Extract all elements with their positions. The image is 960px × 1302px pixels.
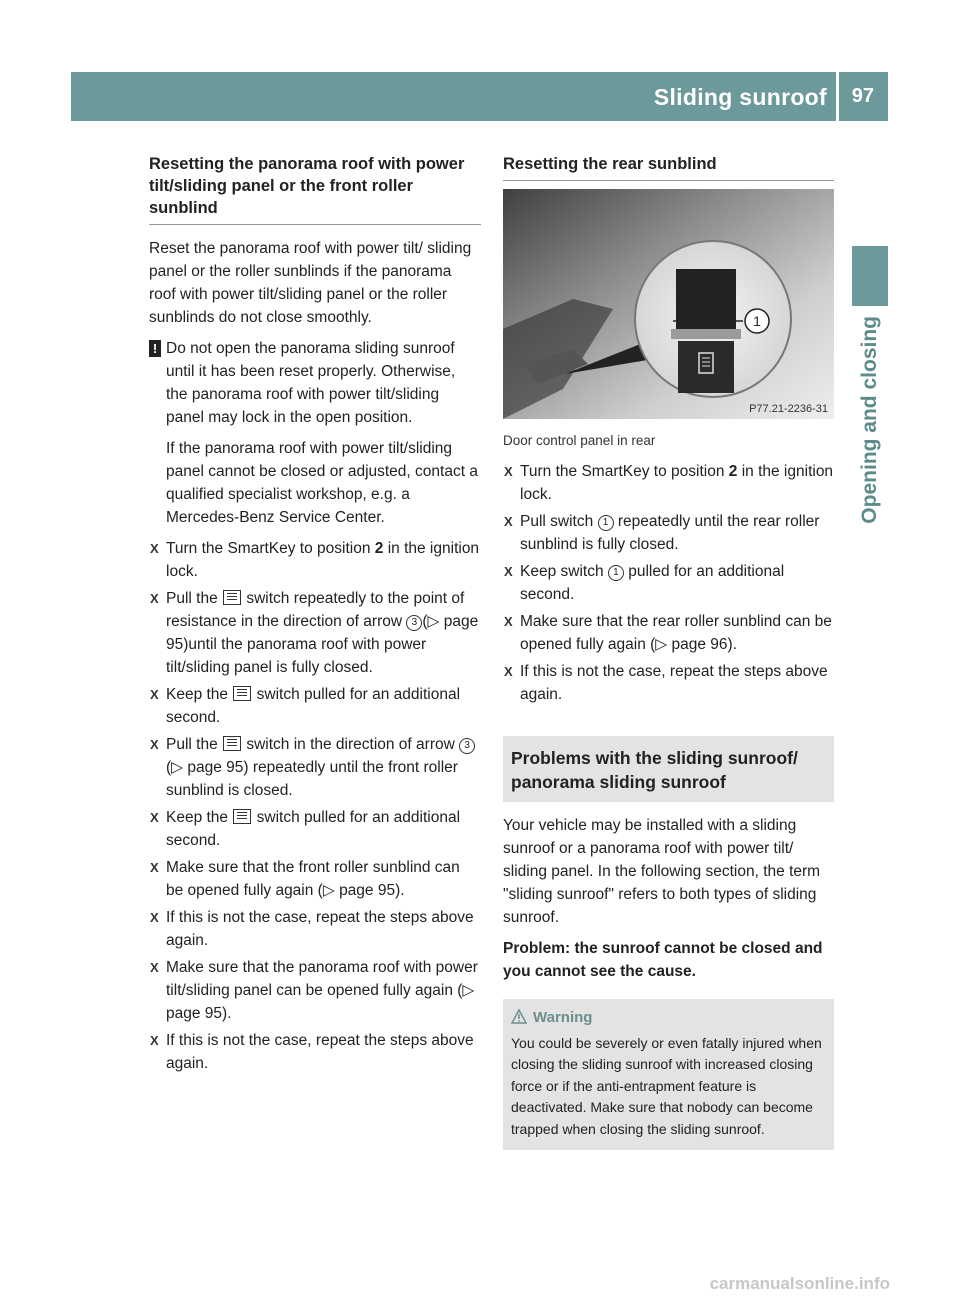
step-arrow-icon: X — [504, 664, 513, 679]
step-arrow-icon: X — [150, 541, 159, 556]
step-item: X Make sure that the rear roller sunblind can be opened fully again (▷ page 96). — [503, 610, 834, 656]
step-arrow-icon: X — [150, 687, 159, 702]
step-arrow-icon: X — [150, 910, 159, 925]
step-item: X Pull the switch in the direction of arrow 3(▷ page 95) repeatedly until the front roller sunblind is closed. — [149, 733, 481, 802]
step-item: X Pull the switch repeatedly to the point of resistance in the direction of arrow 3 (▷ page 95)until the panorama roof with power tilt/sliding panel is fully closed. — [149, 587, 481, 679]
photo-caption: Door control panel in rear — [503, 433, 656, 448]
callout-number-1: 1 — [608, 565, 624, 581]
roller-sunblind-switch-icon — [223, 590, 241, 605]
step-arrow-icon: X — [150, 860, 159, 875]
callout-number-3: 3 — [459, 738, 475, 754]
page-header — [71, 72, 888, 121]
step-arrow-icon: X — [150, 591, 159, 606]
step-item: X If this is not the case, repeat the steps above again. — [149, 906, 481, 952]
step-arrow-icon: X — [504, 614, 513, 629]
intro-paragraph: Reset the panorama roof with power tilt/ sliding panel or the roller sunblinds if the panorama roof with power tilt/sliding panel or the roller sunblinds do not close smoothly. — [149, 240, 472, 326]
door-control-panel-photo — [503, 189, 834, 419]
step-item: X Make sure that the panorama roof with power tilt/sliding panel can be opened fully again (▷ page 95). — [149, 956, 481, 1025]
step-item: X Turn the SmartKey to position 2 in the ignition lock. — [503, 460, 834, 506]
step-arrow-icon: X — [150, 960, 159, 975]
page-title: Sliding sunroof — [653, 84, 827, 110]
step-item: X Keep the switch pulled for an additional second. — [149, 683, 481, 729]
warning-text: You could be severely or even fatally injured when closing the sliding sunroof with increased closing force or if the anti-entrapment feature is deactivated. Make sure that nobody can become trapped when closing the sliding sunroof. — [511, 1034, 822, 1137]
warning-title: Warning — [511, 1007, 826, 1029]
notice-block — [149, 337, 481, 529]
side-chapter-label — [852, 316, 888, 636]
step-item: X If this is not the case, repeat the steps above again. — [149, 1029, 481, 1075]
step-arrow-icon: X — [150, 737, 159, 752]
page-number: 97 — [851, 85, 874, 107]
step-item: X Keep switch 1 pulled for an additional second. — [503, 560, 834, 606]
door-panel-illustration — [503, 189, 834, 419]
watermark: carmanualsonline.info — [709, 1274, 890, 1293]
right-column — [503, 153, 834, 1150]
callout-number-1: 1 — [598, 515, 614, 531]
step-item: X Pull switch 1 repeatedly until the rear roller sunblind is fully closed. — [503, 510, 834, 556]
header-divider — [836, 72, 839, 121]
step-arrow-icon: X — [150, 1033, 159, 1048]
section-heading-rear-sunblind: Resetting the rear sunblind — [503, 153, 834, 181]
warning-triangle-icon — [511, 1009, 527, 1024]
step-arrow-icon: X — [504, 564, 513, 579]
warning-box — [503, 999, 834, 1150]
section-heading-front-reset: Resetting the panorama roof with power tilt/sliding panel or the front roller sunblind — [149, 153, 481, 225]
left-column — [149, 153, 481, 1079]
step-item: X Make sure that the front roller sunblind can be opened fully again (▷ page 95). — [149, 856, 481, 902]
step-arrow-icon: X — [504, 514, 513, 529]
roller-sunblind-switch-icon — [233, 809, 251, 824]
photo-callout-1: 1 — [753, 313, 761, 329]
step-item: X If this is not the case, repeat the steps above again. — [503, 660, 834, 706]
notice-text-1: Do not open the panorama sliding sunroof until it has been reset properly. Otherwise, the panorama roof with power tilt/sliding panel may lock in the open position. — [166, 340, 456, 426]
notice-text-2: If the panorama roof with power tilt/sliding panel cannot be closed or adjusted, contact a qualified specialist workshop, e.g. a Mercedes-Benz Service Center. — [166, 440, 478, 526]
step-arrow-icon: X — [504, 464, 513, 479]
photo-code: P77.21-2236-31 — [749, 403, 828, 415]
step-item: X Turn the SmartKey to position 2 in the ignition lock. — [149, 537, 481, 583]
exclamation-icon: ! — [149, 340, 161, 357]
step-arrow-icon: X — [150, 810, 159, 825]
side-tab-marker — [852, 246, 888, 306]
problem-statement: Problem: the sunroof cannot be closed and you cannot see the cause. — [503, 940, 823, 980]
section-heading-problems: Problems with the sliding sunroof/ panorama sliding sunroof — [503, 736, 834, 802]
callout-number-3: 3 — [406, 615, 422, 631]
section-intro: Your vehicle may be installed with a sliding sunroof or a panorama roof with power tilt/ sliding panel. In the following section, the term "sliding sunroof" refers to both types of sliding sunroof. — [503, 817, 821, 926]
roller-sunblind-switch-icon — [233, 686, 251, 701]
step-item: X Keep the switch pulled for an additional second. — [149, 806, 481, 852]
chapter-title: Opening and closing — [858, 316, 881, 524]
roller-sunblind-switch-icon — [223, 736, 241, 751]
